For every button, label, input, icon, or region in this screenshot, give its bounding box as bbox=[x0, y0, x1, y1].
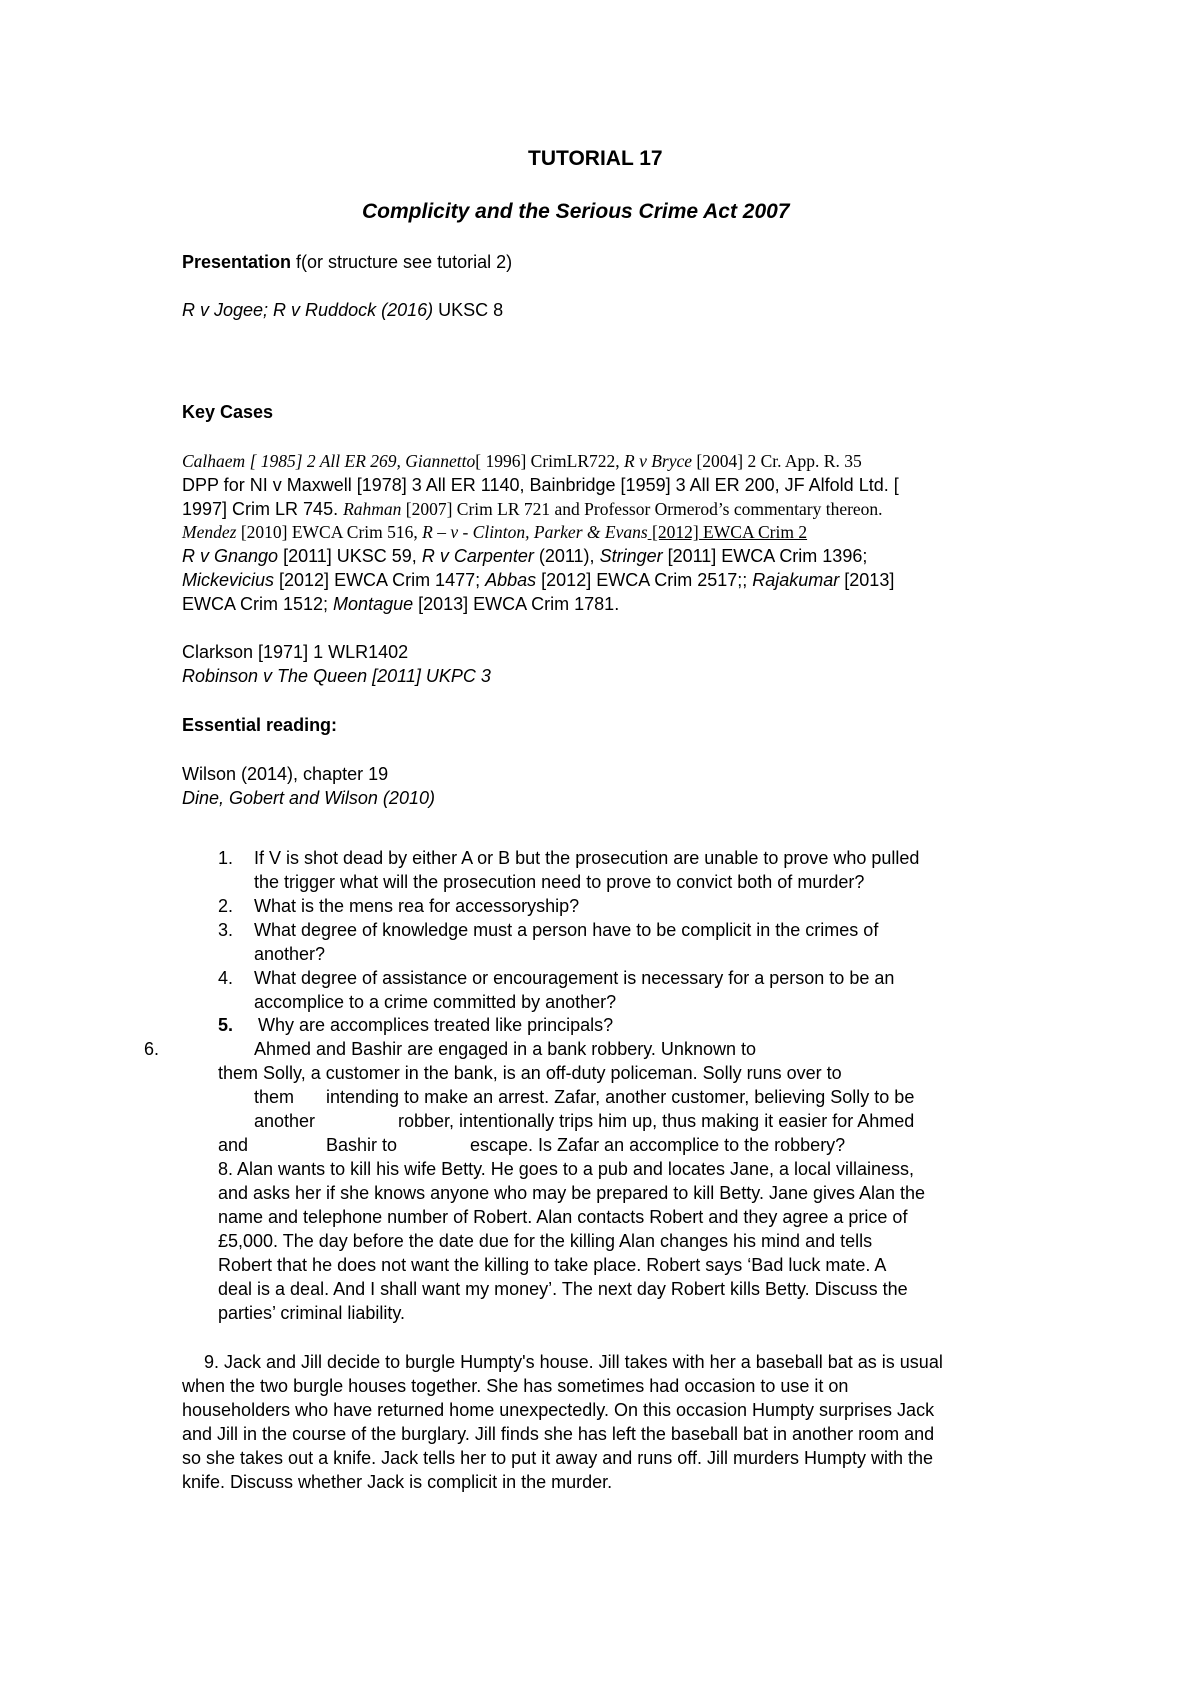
key-cases-line-3 bbox=[182, 497, 883, 521]
question-3-text: another? bbox=[254, 944, 326, 964]
case-citation: [2012] EWCA Crim 1477; bbox=[274, 570, 486, 590]
question-3-text: What degree of knowledge must a person have to be complicit in the crimes of bbox=[254, 920, 879, 940]
question-5-number: 5. bbox=[218, 1015, 234, 1035]
presentation-note: f(or structure see tutorial 2) bbox=[291, 252, 513, 272]
presentation-case-name: R v Jogee; R v Ruddock (2016) bbox=[182, 300, 434, 320]
case-italic: Stringer bbox=[599, 546, 663, 566]
key-cases-line-5 bbox=[182, 544, 867, 568]
question-4-text: What degree of assistance or encouragement is necessary for a person to be an bbox=[254, 968, 895, 988]
key-cases-line-1 bbox=[182, 449, 862, 473]
question-8-text: parties’ criminal liability. bbox=[218, 1303, 406, 1323]
question-9-text: and Jill in the course of the burglary. Jill finds she has left the baseball bat in another room and bbox=[182, 1424, 935, 1444]
case-italic: Mickevicius bbox=[182, 570, 275, 590]
question-1-text: the trigger what will the prosecution need to prove to convict both of murder? bbox=[254, 872, 865, 892]
question-6-text: escape. Is Zafar an accomplice to the robbery? bbox=[470, 1135, 846, 1155]
case-citation: [ 1996] CrimLR722, bbox=[475, 451, 625, 471]
page-subtitle: Complicity and the Serious Crime Act 2007 bbox=[362, 200, 790, 223]
case-italic: R – v - Clinton, Parker & Evans bbox=[422, 522, 648, 542]
question-8-text: 8. Alan wants to kill his wife Betty. He goes to a pub and locates Jane, a local villainess, bbox=[218, 1159, 915, 1179]
question-8-text: deal is a deal. And I shall want my money’. The next day Robert kills Betty. Discuss the bbox=[218, 1279, 908, 1299]
case-citation: [2011] UKSC 59, bbox=[278, 546, 422, 566]
key-cases-line-6 bbox=[182, 568, 894, 592]
question-1-text: If V is shot dead by either A or B but the prosecution are unable to prove who pulled bbox=[254, 848, 920, 868]
case-citation: (2011), bbox=[533, 546, 600, 566]
question-6-text: them Solly, a customer in the bank, is an off-duty policeman. Solly runs over to bbox=[218, 1063, 842, 1083]
reading-item-2: Dine, Gobert and Wilson (2010) bbox=[182, 788, 435, 808]
presentation-line bbox=[182, 250, 512, 274]
question-2-text: What is the mens rea for accessoryship? bbox=[254, 896, 580, 916]
page-title: TUTORIAL 17 bbox=[528, 147, 663, 170]
key-cases-heading: Key Cases bbox=[182, 402, 274, 422]
question-8-text: £5,000. The day before the date due for the killing Alan changes his mind and tells bbox=[218, 1231, 873, 1251]
case-citation: [2013] EWCA Crim 1781. bbox=[413, 594, 620, 614]
question-9-text: when the two burgle houses together. She has sometimes had occasion to use it on bbox=[182, 1376, 849, 1396]
case-citation: [2011] EWCA Crim 1396; bbox=[662, 546, 868, 566]
case-citation: EWCA Crim 1512; bbox=[182, 594, 334, 614]
case-citation: 1997] Crim LR 745. bbox=[182, 499, 344, 519]
case-italic: Montague bbox=[333, 594, 414, 614]
question-4-number: 4. bbox=[218, 968, 234, 988]
question-2-number: 2. bbox=[218, 896, 234, 916]
case-italic: Abbas bbox=[485, 570, 537, 590]
question-6-text: them bbox=[254, 1087, 295, 1107]
presentation-case-citation: UKSC 8 bbox=[433, 300, 504, 320]
question-4-text: accomplice to a crime committed by another? bbox=[254, 992, 617, 1012]
case-citation: [2007] Crim LR 721 and Professor Ormerod’s commentary thereon. bbox=[401, 499, 883, 519]
reading-item-1: Wilson (2014), chapter 19 bbox=[182, 764, 389, 784]
case-italic: R v Carpenter bbox=[421, 546, 534, 566]
question-6-text: intending to make an arrest. Zafar, another customer, believing Solly to be bbox=[326, 1087, 915, 1107]
question-6-text: and bbox=[218, 1135, 249, 1155]
case-citation: [2010] EWCA Crim 516, bbox=[236, 522, 423, 542]
key-cases-line-7 bbox=[182, 592, 619, 616]
case-italic: Calhaem [ 1985] 2 All ER 269, Giannetto bbox=[182, 451, 476, 471]
case-italic: R v Gnango bbox=[182, 546, 279, 566]
question-6-text: robber, intentionally trips him up, thus making it easier for Ahmed bbox=[398, 1111, 915, 1131]
key-cases-line-2: DPP for NI v Maxwell [1978] 3 All ER 1140, Bainbridge [1959] 3 All ER 200, JF Alfold Ltd. [ bbox=[182, 475, 899, 495]
question-6-text: another bbox=[254, 1111, 316, 1131]
key-cases-line-9: Robinson v The Queen [2011] UKPC 3 bbox=[182, 666, 491, 686]
reading-heading: Essential reading: bbox=[182, 715, 338, 735]
presentation-label: Presentation bbox=[182, 252, 292, 272]
case-italic: Rahman bbox=[343, 499, 402, 519]
case-citation: [2012] EWCA Crim 2517;; bbox=[536, 570, 753, 590]
question-3-number: 3. bbox=[218, 920, 234, 940]
question-5-text: Why are accomplices treated like principals? bbox=[258, 1015, 614, 1035]
key-cases-line-8: Clarkson [1971] 1 WLR1402 bbox=[182, 642, 409, 662]
key-cases-line-4 bbox=[182, 520, 807, 544]
question-8-text: name and telephone number of Robert. Alan contacts Robert and they agree a price of bbox=[218, 1207, 908, 1227]
question-6-number: 6. bbox=[144, 1039, 160, 1059]
case-citation: [2004] 2 Cr. App. R. 35 bbox=[692, 451, 862, 471]
question-9-text: so she takes out a knife. Jack tells her to put it away and runs off. Jill murders Humpty with the bbox=[182, 1448, 934, 1468]
question-9-text: 9. Jack and Jill decide to burgle Humpty's house. Jill takes with her a baseball bat as is usual bbox=[204, 1352, 943, 1372]
case-citation: [2013] bbox=[839, 570, 895, 590]
question-9-text: householders who have returned home unexpectedly. On this occasion Humpty surprises Jack bbox=[182, 1400, 935, 1420]
question-9-text: knife. Discuss whether Jack is complicit in the murder. bbox=[182, 1472, 613, 1492]
case-italic: R v Bryce bbox=[624, 451, 693, 471]
question-1-number: 1. bbox=[218, 848, 234, 868]
question-8-text: Robert that he does not want the killing to take place. Robert says ‘Bad luck mate. A bbox=[218, 1255, 887, 1275]
case-italic: Rajakumar bbox=[752, 570, 840, 590]
question-6-text: Bashir to bbox=[326, 1135, 398, 1155]
question-6-text: Ahmed and Bashir are engaged in a bank robbery. Unknown to bbox=[254, 1039, 756, 1059]
case-citation-underlined: [2012] EWCA Crim 2 bbox=[647, 522, 808, 542]
question-8-text: and asks her if she knows anyone who may be prepared to kill Betty. Jane gives Alan the bbox=[218, 1183, 926, 1203]
case-italic: Mendez bbox=[182, 522, 237, 542]
presentation-case bbox=[182, 298, 503, 322]
